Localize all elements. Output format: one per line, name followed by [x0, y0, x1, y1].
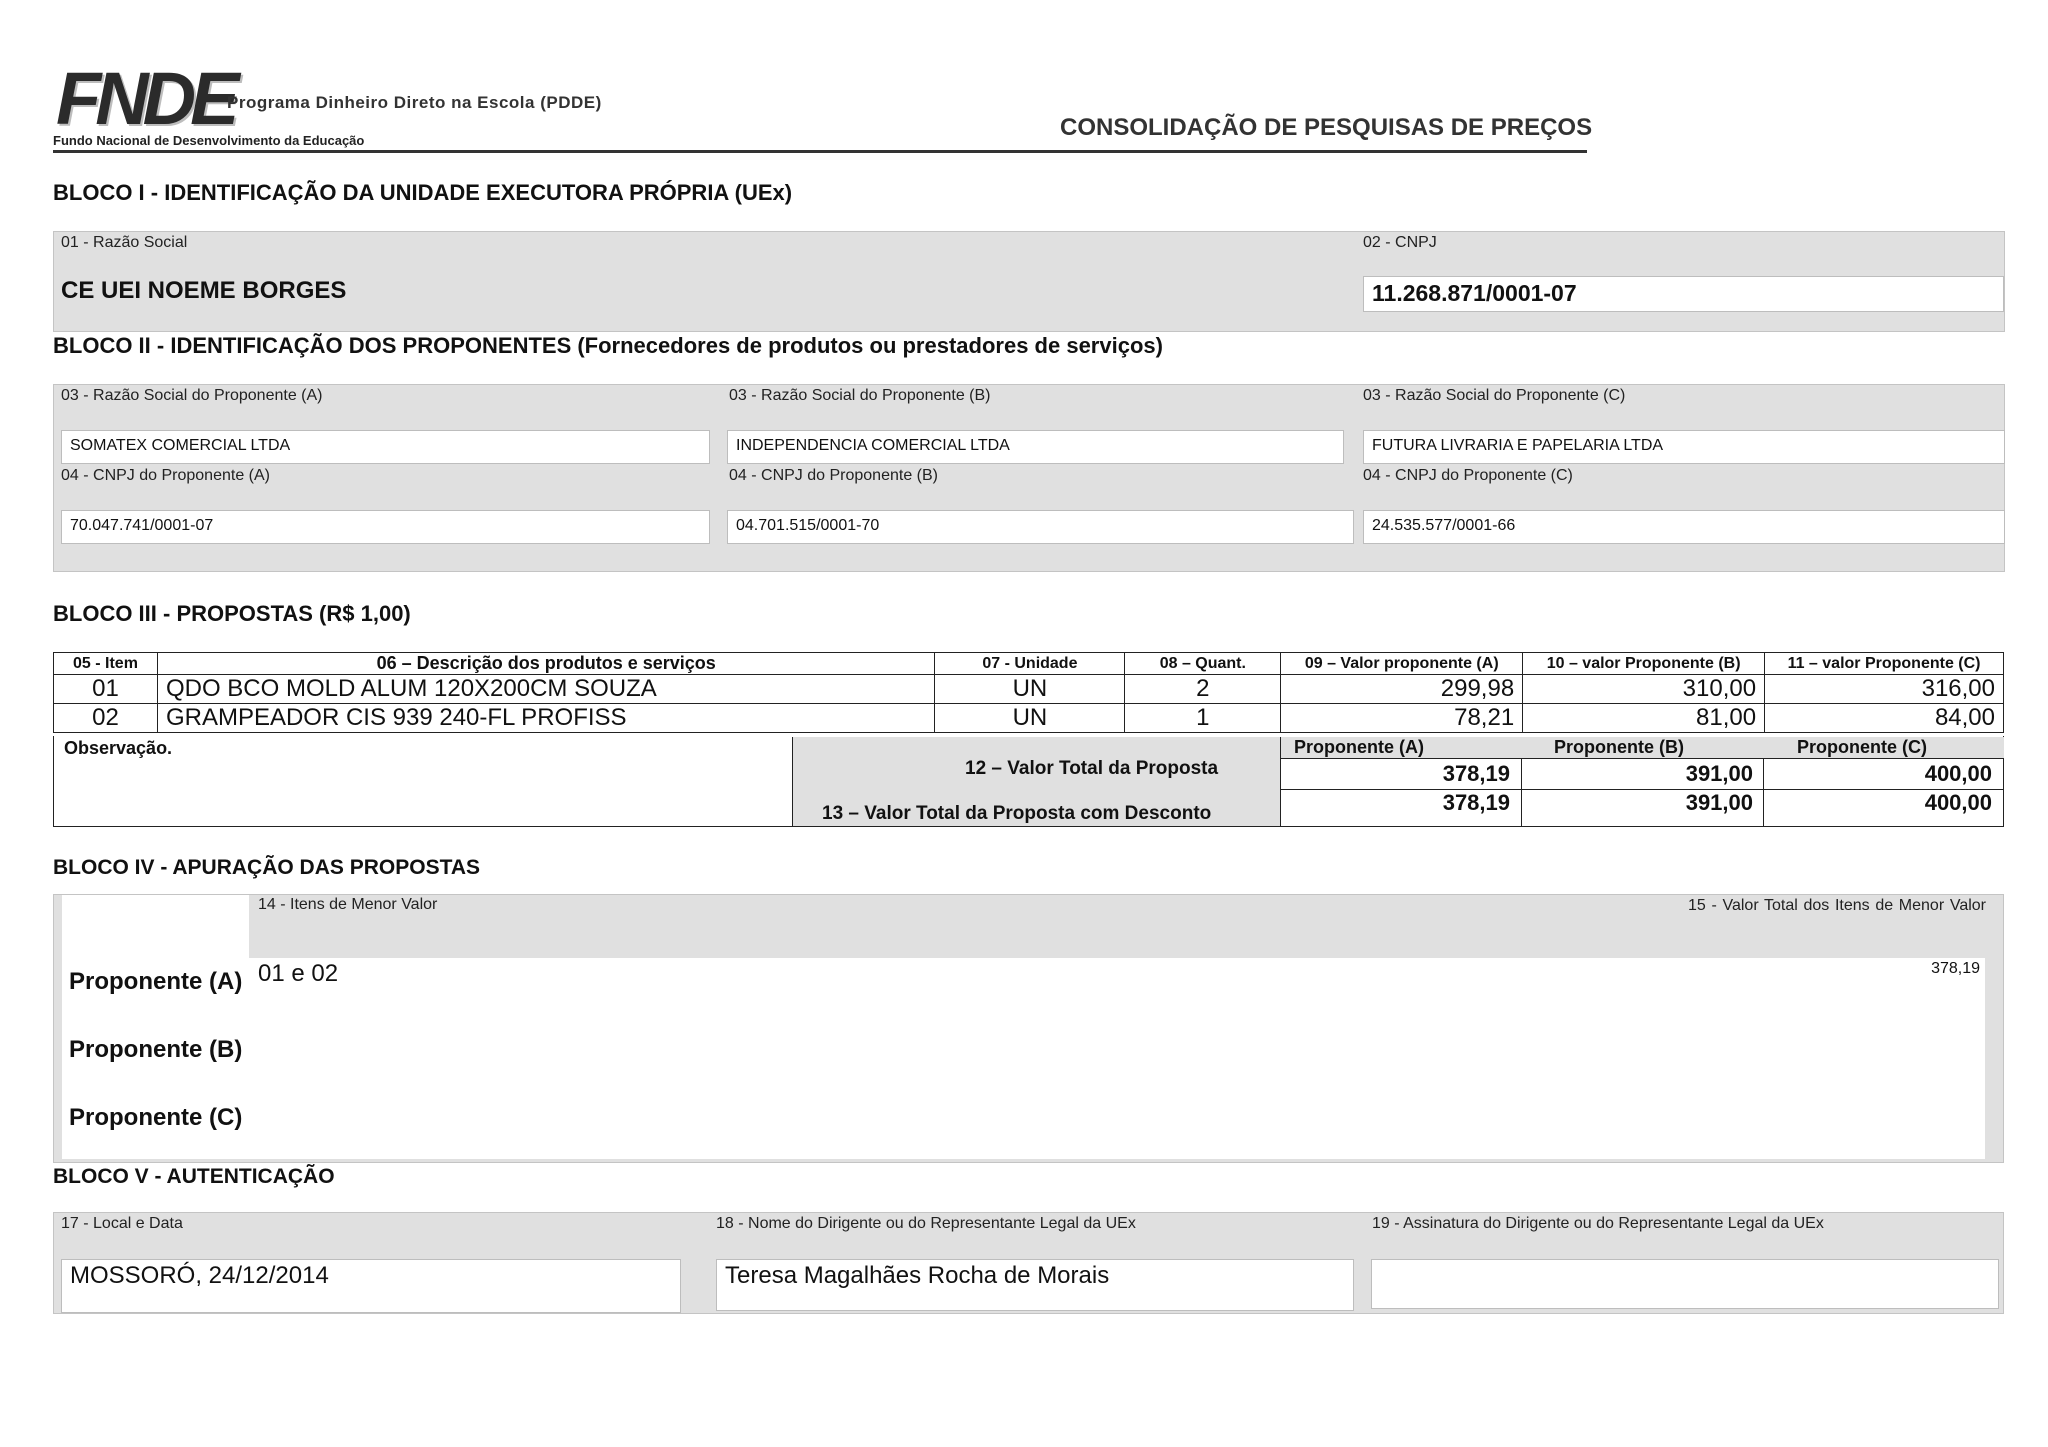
col-descricao-header: 06 – Descrição dos produtos e serviços: [157, 653, 935, 675]
proponente-b-razao-label: 03 - Razão Social do Proponente (B): [729, 387, 991, 404]
valor-total-desconto-label: 13 – Valor Total da Proposta com Desconto: [822, 803, 1212, 824]
totals-divider-1: [1521, 759, 1522, 826]
proponente-a-cnpj: 70.047.741/0001-07: [70, 517, 214, 534]
total-desconto-c: 400,00: [1924, 790, 1992, 815]
row-unidade: UN: [935, 675, 1125, 704]
row-valor-b: 310,00: [1523, 675, 1765, 704]
row-quant: 1: [1125, 704, 1281, 733]
cnpj-value: 11.268.871/0001-07: [1372, 280, 1577, 306]
proponente-b-cnpj: 04.701.515/0001-70: [736, 517, 880, 534]
proponente-c-cnpj-label: 04 - CNPJ do Proponente (C): [1363, 467, 1573, 484]
bloco3-title: BLOCO III - PROPOSTAS (R$ 1,00): [53, 601, 411, 626]
col-quant-header: 08 – Quant.: [1125, 653, 1281, 675]
proponente-a-razao: SOMATEX COMERCIAL LTDA: [70, 437, 291, 454]
total-desconto-a: 378,19: [1442, 790, 1510, 815]
col-valor-b-header: 10 – valor Proponente (B): [1523, 653, 1765, 675]
bloco4-proponente-c: Proponente (C): [69, 1104, 243, 1131]
row-item: 02: [54, 704, 158, 733]
nome-dirigente-field: [716, 1259, 1354, 1311]
total-desconto-b: 391,00: [1685, 790, 1753, 815]
cnpj-label: 02 - CNPJ: [1363, 234, 1437, 251]
header-divider: [53, 150, 1587, 153]
valor-total-itens-label: [1688, 896, 1986, 916]
row-valor-b: 81,00: [1523, 704, 1765, 733]
row-valor-c: 84,00: [1765, 704, 2004, 733]
local-data-field: [61, 1259, 681, 1313]
row-quant: 2: [1125, 675, 1281, 704]
nome-dirigente-value: Teresa Magalhães Rocha de Morais: [725, 1262, 1110, 1289]
row-valor-a: 299,98: [1281, 675, 1523, 704]
row-valor-c: 316,00: [1765, 675, 2004, 704]
proponente-c-cnpj: 24.535.577/0001-66: [1372, 517, 1516, 534]
page-title: CONSOLIDAÇÃO DE PESQUISAS DE PREÇOS: [1060, 114, 1593, 141]
row-valor-a: 78,21: [1281, 704, 1523, 733]
proponente-c-razao-field: [1363, 430, 2005, 464]
proponente-c-razao: FUTURA LIVRARIA E PAPELARIA LTDA: [1372, 437, 1664, 454]
proponente-a-razao-label: 03 - Razão Social do Proponente (A): [61, 387, 323, 404]
col-valor-c-header: 11 – valor Proponente (C): [1765, 653, 2004, 675]
table-row: [54, 704, 2004, 733]
total-b: 391,00: [1685, 761, 1753, 786]
proponente-a-header: Proponente (A): [1294, 737, 1424, 757]
assinatura-field: [1371, 1259, 1999, 1309]
propostas-table: [53, 652, 2004, 733]
table-header-row: [54, 653, 2004, 675]
bloco4-title: BLOCO IV - APURAÇÃO DAS PROPOSTAS: [53, 856, 481, 879]
table-row: [54, 675, 2004, 704]
proponente-c-header: Proponente (C): [1797, 737, 1927, 757]
razao-social-value: CE UEI NOEME BORGES: [61, 277, 347, 304]
program-name: Programa Dinheiro Direto na Escola (PDDE): [227, 93, 602, 112]
razao-social-label: 01 - Razão Social: [61, 234, 188, 251]
proponente-a-razao-field: [61, 430, 710, 464]
col-unidade-header: 07 - Unidade: [935, 653, 1125, 675]
row-item: 01: [54, 675, 158, 704]
row-unidade: UN: [935, 704, 1125, 733]
observacao-label: Observação.: [64, 738, 173, 758]
proponente-a-cnpj-label: 04 - CNPJ do Proponente (A): [61, 467, 270, 484]
proponente-b-cnpj-field: [727, 510, 1354, 544]
proponente-a-cnpj-field: [61, 510, 710, 544]
total-a: 378,19: [1442, 761, 1510, 786]
bloco1-title: BLOCO I - IDENTIFICAÇÃO DA UNIDADE EXECUTORA PRÓPRIA (UEx): [53, 180, 793, 205]
itens-menor-valor-label: 14 - Itens de Menor Valor: [258, 896, 438, 913]
cnpj-field: [1363, 276, 2004, 312]
proponente-c-cnpj-field: [1363, 510, 2005, 544]
totals-divider-2: [1763, 759, 1764, 826]
fnde-logo: FNDE: [56, 57, 234, 140]
itens-proponente-a: 01 e 02: [258, 960, 339, 987]
local-data-label: 17 - Local e Data: [61, 1215, 183, 1232]
assinatura-label: 19 - Assinatura do Dirigente ou do Representante Legal da UEx: [1372, 1215, 1824, 1232]
proponente-b-header: Proponente (B): [1554, 737, 1684, 757]
valor-proponente-a: 378,19: [1931, 960, 1980, 977]
proponente-c-razao-label: 03 - Razão Social do Proponente (C): [1363, 387, 1626, 404]
row-descricao: QDO BCO MOLD ALUM 120X200CM SOUZA: [157, 675, 935, 704]
bloco4-proponente-a: Proponente (A): [69, 968, 243, 995]
valor-total-label: 12 – Valor Total da Proposta: [965, 758, 1219, 779]
nome-dirigente-label: 18 - Nome do Dirigente ou do Representante Legal da UEx: [716, 1215, 1136, 1232]
proponente-b-razao: INDEPENDENCIA COMERCIAL LTDA: [736, 437, 1010, 454]
fund-name: Fundo Nacional de Desenvolvimento da Educação: [53, 133, 365, 148]
bloco5-title: BLOCO V - AUTENTICAÇÃO: [53, 1165, 335, 1188]
total-c: 400,00: [1924, 761, 1992, 786]
row-descricao: GRAMPEADOR CIS 939 240-FL PROFISS: [157, 704, 935, 733]
proponente-b-razao-field: [727, 430, 1344, 464]
col-item-header: 05 - Item: [54, 653, 158, 675]
bloco2-title: BLOCO II - IDENTIFICAÇÃO DOS PROPONENTES (Fornecedores de produtos ou prestadores de serviços): [53, 333, 1163, 358]
bloco4-value-area: [249, 958, 1985, 1159]
bloco4-proponente-b: Proponente (B): [69, 1036, 243, 1063]
proponente-b-cnpj-label: 04 - CNPJ do Proponente (B): [729, 467, 938, 484]
valor-total-itens-text: 15 - Valor Total dos Itens de Menor Valor: [1688, 897, 1986, 914]
local-data-value: MOSSORÓ, 24/12/2014: [70, 1262, 329, 1289]
col-valor-a-header: 09 – Valor proponente (A): [1281, 653, 1523, 675]
